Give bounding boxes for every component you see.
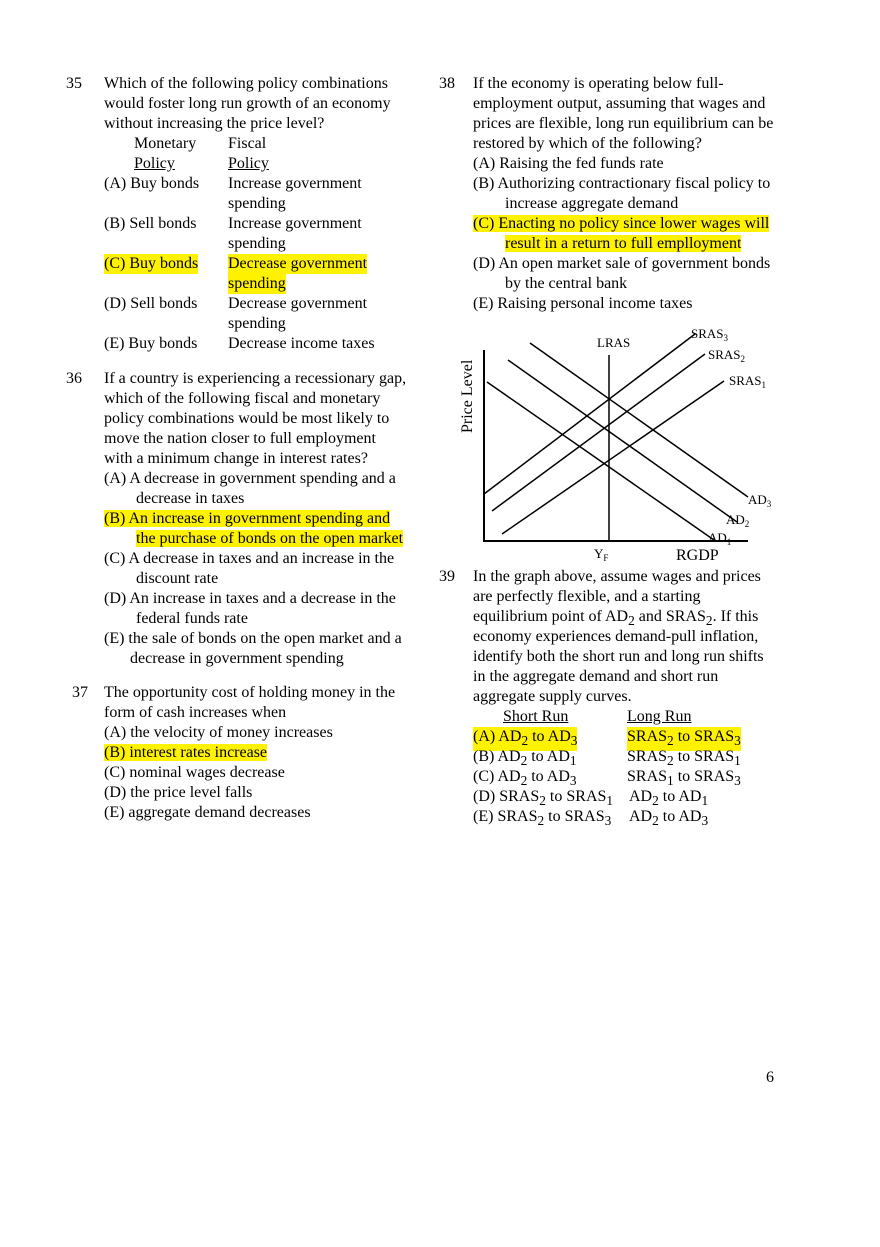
ad3-label: $AD_3$ [748,492,772,509]
column-header-long-run: Long Run [627,708,692,725]
sras2-line [492,354,705,511]
option-long-run: $AD_2$ to $AD_3$ [629,808,709,829]
stem-line: with a minimum change in interest rates? [104,450,368,467]
answer-option-b: (B) Authorizing contractionary fiscal policy to [473,175,771,192]
answer-option-e: (E) the sale of bonds on the open market and a [104,630,402,647]
stem-line: move the nation closer to full employment [104,430,376,447]
yf-label: $Y_F$ [594,546,609,563]
question-number: 38 [439,75,455,92]
answer-option-a-highlighted [473,727,813,747]
answer-option-c: (C) A decrease in taxes and an increase in the [104,550,395,567]
stem-line: Which of the following policy combinations [104,75,388,92]
stem-line: identify both the short run and long run shifts [473,648,764,665]
question-number: 35 [66,75,82,92]
sras1-line [502,381,724,534]
stem-line: without increasing the price level? [104,115,325,132]
option-label: (E) Buy bonds [104,335,198,352]
stem-line: economy experiences demand-pull inflation, [473,628,759,645]
question-number: 37 [72,684,88,701]
option-short-run: (B) $AD_2$ to $AD_1$ [473,748,577,769]
answer-option-d: (D) An increase in taxes and a decrease in the [104,590,396,607]
column-header-policy: Policy [134,155,175,172]
option-text: spending [228,315,286,332]
sras3-label: $SRAS_3$ [691,326,729,343]
answer-option-d-cont: by the central bank [505,275,628,292]
column-header-policy: Policy [228,155,269,172]
stem-line: in the aggregate demand and short run [473,668,719,685]
ad3-line [530,343,748,497]
option-short-run: (D) $SRAS_2$ to $SRAS_1$ [473,788,614,809]
answer-option-b-cont: increase aggregate demand [505,195,679,212]
stem-line: equilibrium point of $AD_2$ and $SRAS_2$. If this [473,608,759,629]
option-label: (D) Sell bonds [104,295,198,312]
option-short-run: (A) $AD_2$ to $AD_3$ [473,727,577,751]
option-long-run: $SRAS_2$ to $SRAS_3$ [627,727,741,751]
x-axis-label: RGDP [676,547,719,564]
stem-line: If a country is experiencing a recessionary gap, [104,370,407,387]
option-text: spending [228,275,286,292]
option-short-run: (E) $SRAS_2$ to $SRAS_3$ [473,808,612,829]
stem-line: The opportunity cost of holding money in the [104,684,396,701]
answer-option-b-highlighted: (B) An increase in government spending and [104,510,391,527]
column-header-monetary: Monetary [134,135,197,152]
option-text: Decrease government [228,255,368,272]
stem-line: policy combinations would be most likely to [104,410,390,427]
option-text: Increase government [228,175,362,192]
option-label: (A) Buy bonds [104,175,200,192]
answer-option-e [104,334,434,354]
ad-as-graph [452,310,772,570]
answer-option-c-highlighted [104,254,434,274]
option-text: spending [228,195,286,212]
answer-option-a: (A) A decrease in government spending and a [104,470,396,487]
answer-option-c-cont: discount rate [136,570,219,587]
answer-option-a: (A) Raising the fed funds rate [473,155,664,172]
answer-option-b [104,214,434,234]
option-long-run: $SRAS_1$ to $SRAS_3$ [627,768,741,789]
ad2-line [508,360,737,522]
question-number: 36 [66,370,82,387]
option-text: Decrease income taxes [228,335,375,352]
stem-line: aggregate supply curves. [473,688,632,705]
answer-option-b-cont: the purchase of bonds on the open market [136,530,404,547]
answer-option-d: (D) An open market sale of government bonds [473,255,771,272]
stem-line: would foster long run growth of an economy [104,95,391,112]
y-axis-label: Price Level [459,359,476,433]
sras2-label: $SRAS_2$ [708,347,746,364]
page-number: 6 [766,1069,774,1086]
answer-option-d: (D) the price level falls [104,784,253,801]
option-long-run: $SRAS_2$ to $SRAS_1$ [627,748,741,769]
answer-option-c-cont: result in a return to full emplloyment [505,235,742,252]
stem-line: are perfectly flexible, and a starting [473,588,701,605]
stem-line: If the economy is operating below full- [473,75,724,92]
answer-option-d [473,787,813,807]
stem-line: form of cash increases when [104,704,287,721]
sras1-label: $SRAS_1$ [729,373,767,390]
option-label: (B) Sell bonds [104,215,197,232]
column-header-fiscal: Fiscal [228,135,267,152]
answer-option-e: (E) Raising personal income taxes [473,295,693,312]
answer-option-b [473,747,813,767]
stem-line: restored by which of the following? [473,135,702,152]
answer-option-c [473,767,813,787]
answer-option-c-highlighted: (C) Enacting no policy since lower wages will [473,215,770,232]
stem-line: In the graph above, assume wages and prices [473,568,761,585]
answer-option-e [473,807,813,827]
answer-option-a [104,174,434,194]
stem-line: prices are flexible, long run equilibrium can be [473,115,774,132]
option-label: (C) Buy bonds [104,255,199,272]
lras-label: LRAS [597,335,631,350]
option-short-run: (C) $AD_2$ to $AD_3$ [473,768,577,789]
answer-option-b-highlighted: (B) interest rates increase [104,744,268,761]
stem-line: which of the following fiscal and monetary [104,390,381,407]
answer-option-a-cont: decrease in taxes [136,490,245,507]
answer-option-d-cont: federal funds rate [136,610,248,627]
option-text: Increase government [228,215,362,232]
stem-line: employment output, assuming that wages and [473,95,766,112]
option-text: Decrease government [228,295,368,312]
option-long-run: $AD_2$ to $AD_1$ [629,788,709,809]
ad2-label: $AD_2$ [726,512,750,529]
answer-option-e-cont: decrease in government spending [130,650,344,667]
question-number: 39 [439,568,455,585]
option-text: spending [228,235,286,252]
answer-option-a: (A) the velocity of money increases [104,724,333,741]
answer-option-c: (C) nominal wages decrease [104,764,285,781]
answer-option-e: (E) aggregate demand decreases [104,804,311,821]
ad1-label: $AD_1$ [708,530,732,547]
column-header-short-run: Short Run [503,708,569,725]
answer-option-d [104,294,434,314]
